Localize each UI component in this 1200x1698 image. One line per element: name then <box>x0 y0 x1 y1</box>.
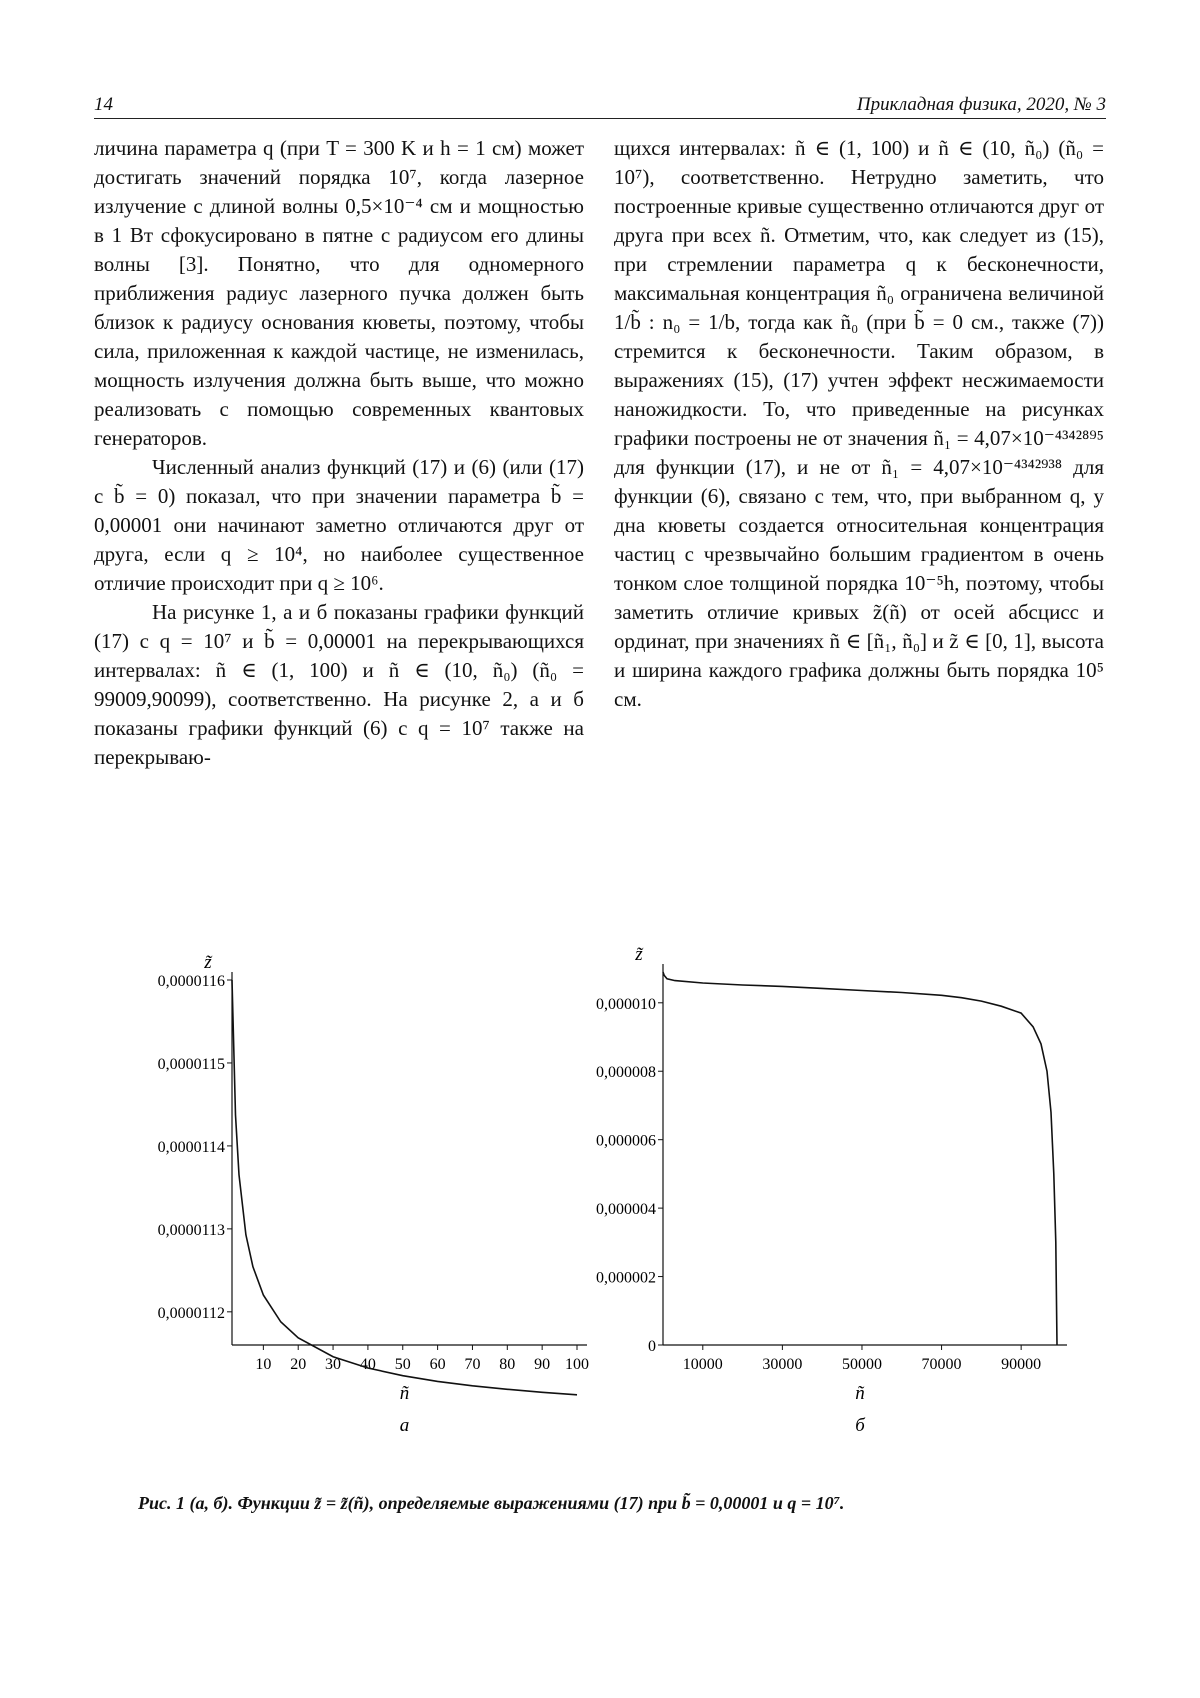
page-number: 14 <box>94 94 113 115</box>
figure <box>0 930 1200 1490</box>
y-tick-label: 0,000004 <box>596 1201 656 1219</box>
chart-b <box>596 944 1067 1436</box>
y-tick-label: 0,000010 <box>596 995 656 1013</box>
x-tick-label: 80 <box>499 1356 516 1373</box>
left-column <box>94 134 584 772</box>
y-axis-label: z̃ <box>635 944 643 965</box>
y-tick-label: 0,0000112 <box>157 1304 225 1322</box>
y-tick-label: 0,000002 <box>596 1269 656 1287</box>
y-tick-label: 0,0000113 <box>157 1221 225 1239</box>
y-tick-label: 0,0000115 <box>157 1055 225 1073</box>
journal-title: Прикладная физика, 2020, № 3 <box>856 94 1106 115</box>
left-paragraph-2: Численный анализ функций (17) и (6) (или (17) с b̃ = 0) показал, что при значении параметра b̃ = 0,00001 они начинают заметно отличаются друг от друга, если q ≥ 10⁴, но наиболее существенное отличие происходит при q ≥ 10⁶. <box>94 455 584 595</box>
x-axis-label: ñ <box>855 1383 865 1404</box>
x-tick-label: 60 <box>429 1356 446 1373</box>
x-tick-label: 50 <box>394 1356 411 1373</box>
y-tick-label: 0,0000116 <box>157 973 225 990</box>
x-tick-label: 10000 <box>682 1356 723 1373</box>
series-line <box>663 972 1057 1345</box>
left-paragraph-1: личина параметра q (при T = 300 K и h = 1 см) может достигать значений порядка 10⁷, когда лазерное излучение с длиной волны 0,5×10⁻⁴ см и мощностью в 1 Вт сфокусировано в пятне с радиусом его длины волны [3]. Понятно, что для одномерного приближения радиус лазерного пучка должен быть близок к радиусу основания кюветы, поэтому, чтобы сила, приложенная к каждой частице, не изменилась, мощность излучения должна быть выше, что можно реализовать с помощью современных квантовых генераторов. <box>94 136 584 450</box>
x-tick-label: 70 <box>464 1356 481 1373</box>
x-tick-label: 40 <box>359 1356 376 1373</box>
figure-caption: Рис. 1 (а, б). Функции z̃ = z̃(ñ), определяемые выражениями (17) при b̃ = 0,00001 и q = 10⁷. <box>138 1493 845 1513</box>
y-tick-label: 0,000006 <box>596 1132 656 1150</box>
right-paragraph-1: щихся интервалах: ñ ∈ (1, 100) и ñ ∈ (10, ñ₀) (ñ₀ = 10⁷), соответственно. Нетрудно заметить, что построенные кривые существенно отличаются друг от друга при всех ñ. Отметим, что, как следует из (15), при стремлении параметра q к бесконечности, максимальная концентрация ñ₀ ограничена величиной 1/b̃ : n₀ = 1/b, тогда как ñ₀ (при b̃ = 0 см., также (7)) стремится к бесконечности. Таким образом, в выражениях (15), (17) учтен эффект несжимаемости наножидкости. То, что приведенные на рисунках графики построены не от значения ñ₁ = 4,07×10⁻⁴³⁴²⁸⁹⁵ для функции (17), и не от ñ₁ = 4,07×10⁻⁴³⁴²⁹³⁸ для функции (6), связано с тем, что, при выбранном q, у дна кюветы создается относительная концентрация частиц с чрезвычайно большим градиентом в очень тонком слое толщиной порядка 10⁻⁵h, поэтому, чтобы заметить отличие кривых z̃(ñ) от осей абсцисс и ординат, при значениях ñ ∈ [ñ₁, ñ₀] и z̃ ∈ [0, 1], высота и ширина каждого графика должны быть порядка 10⁵ см. <box>614 136 1104 711</box>
x-tick-label: 90000 <box>1001 1356 1042 1373</box>
y-tick-label: 0,0000114 <box>157 1138 225 1156</box>
x-tick-label: 10 <box>255 1356 272 1373</box>
y-tick-label: 0,000008 <box>596 1064 656 1082</box>
left-paragraph-3: На рисунке 1, а и б показаны графики функций (17) с q = 10⁷ и b̃ = 0,00001 на перекрывающихся интервалах: ñ ∈ (1, 100) и ñ ∈ (10, ñ₀) (ñ₀ = 99009,90099), соответственно. На рисунке 2, а и б показаны графики функций (6) с q = 10⁷ также на перекрываю- <box>94 600 584 769</box>
panel-label: б <box>855 1415 865 1436</box>
x-tick-label: 20 <box>290 1356 307 1373</box>
x-tick-label: 30000 <box>762 1356 803 1373</box>
x-tick-label: 70000 <box>921 1356 962 1373</box>
x-tick-label: 30 <box>325 1356 342 1373</box>
x-tick-label: 90 <box>534 1356 551 1373</box>
series-line <box>232 980 577 1395</box>
x-tick-label: 50000 <box>841 1356 882 1373</box>
y-tick-label: 0 <box>648 1338 656 1355</box>
y-axis-label: z̃ <box>204 952 212 973</box>
chart-a <box>158 952 589 1436</box>
page-header <box>94 88 1106 119</box>
x-axis-label: ñ <box>399 1383 410 1404</box>
panel-label: а <box>399 1415 410 1436</box>
x-tick-label: 100 <box>565 1356 589 1373</box>
right-column <box>614 134 1104 714</box>
